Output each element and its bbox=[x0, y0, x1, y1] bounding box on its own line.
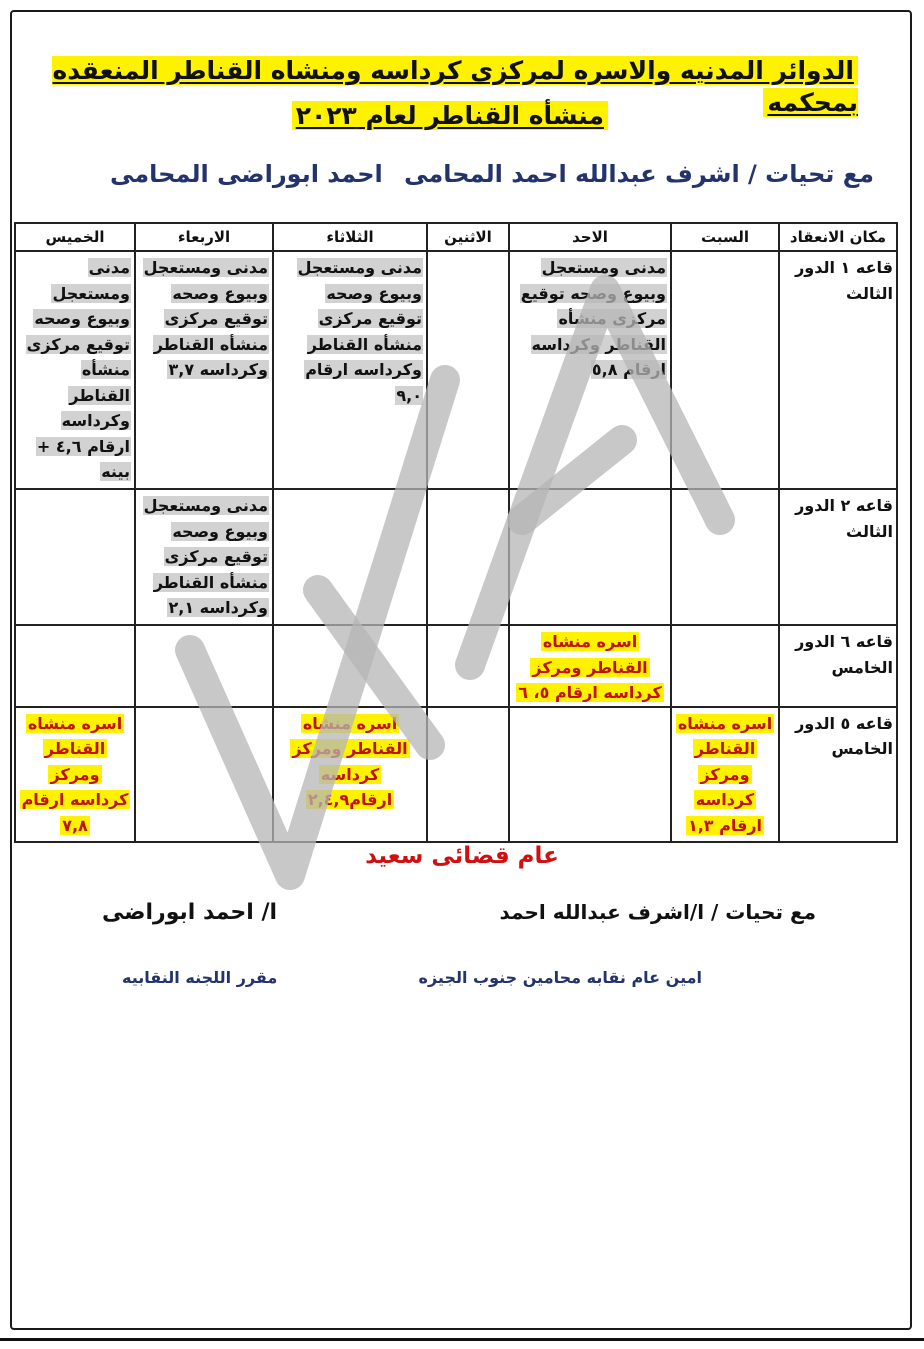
slogan: عام قضائى سعيد bbox=[365, 843, 559, 869]
table-cell: مدنى ومستعجل وبيوع وصحه توقيع مركزى منشأه القناطر وكرداسه ارقام ٩,٠ bbox=[273, 251, 427, 489]
signature-1: مع تحيات / ا/اشرف عبدالله احمد bbox=[499, 900, 816, 924]
header-saturday: السبت bbox=[671, 223, 779, 251]
role-1: امين عام نقابه محامين جنوب الجيزه bbox=[418, 968, 702, 987]
document-title-line-1: الدوائر المدنيه والاسره لمركزى كرداسه ومنشاه القناطر المنعقده بمحكمه bbox=[52, 56, 858, 117]
table-cell bbox=[427, 625, 509, 707]
schedule-table bbox=[14, 222, 898, 843]
table-cell bbox=[671, 489, 779, 625]
table-row bbox=[15, 489, 897, 625]
table-cell: اسره منشاه القناطر ومركز كرداسه ارقام ٥، ٦ bbox=[509, 625, 671, 707]
table-cell bbox=[671, 251, 779, 489]
signature-2: ا/ احمد ابوراضى bbox=[102, 900, 278, 925]
header-tuesday: الثلاثاء bbox=[273, 223, 427, 251]
row-place: قاعه ٢ الدور الثالث bbox=[779, 489, 897, 625]
header-monday: الاثنين bbox=[427, 223, 509, 251]
table-row bbox=[15, 625, 897, 707]
header-wednesday: الاربعاء bbox=[135, 223, 273, 251]
table-cell bbox=[15, 489, 135, 625]
table-cell bbox=[15, 625, 135, 707]
header-sunday: الاحد bbox=[509, 223, 671, 251]
row-place: قاعه ١ الدور الثالث bbox=[779, 251, 897, 489]
table-cell bbox=[509, 489, 671, 625]
bottom-rule bbox=[0, 1338, 924, 1341]
document-title-line-2: منشأه القناطر لعام ٢٠٢٣ bbox=[292, 100, 608, 132]
row-place: قاعه ٥ الدور الخامس bbox=[779, 707, 897, 842]
table-row bbox=[15, 707, 897, 842]
table-cell bbox=[135, 707, 273, 842]
table-header-row bbox=[15, 223, 897, 251]
second-lawyer-name: احمد ابوراضى المحامى bbox=[110, 160, 383, 188]
greeting-line: مع تحيات / اشرف عبدالله احمد المحامى bbox=[404, 160, 874, 188]
table-cell bbox=[273, 489, 427, 625]
table-cell: مدنى ومستعجل وبيوع وصحه توقيع مركزى منشأه القناطر وكرداسه ارقام ٤,٦ + بينه bbox=[15, 251, 135, 489]
table-cell bbox=[273, 625, 427, 707]
table-cell bbox=[427, 489, 509, 625]
table-row bbox=[15, 251, 897, 489]
table-cell bbox=[671, 625, 779, 707]
table-cell: مدنى ومستعجل وبيوع وصحه توقيع مركزى منشأه القناطر وكرداسه ارقام ٥,٨ bbox=[509, 251, 671, 489]
table-cell: مدنى ومستعجل وبيوع وصحه توقيع مركزى منشأه القناطر وكرداسه ٣,٧ bbox=[135, 251, 273, 489]
table-cell: اسره منشاه القناطر ومركز كرداسه ارقام٢,٤,٩ bbox=[273, 707, 427, 842]
table-cell bbox=[427, 251, 509, 489]
table-cell: اسره منشاه القناطر ومركز كرداسه ارقام ١,٣ bbox=[671, 707, 779, 842]
table-cell bbox=[509, 707, 671, 842]
header-place: مكان الانعقاد bbox=[779, 223, 897, 251]
row-place: قاعه ٦ الدور الخامس bbox=[779, 625, 897, 707]
table-cell: اسره منشاه القناطر ومركز كرداسه ارقام ٧,٨ bbox=[15, 707, 135, 842]
header-thursday: الخميس bbox=[15, 223, 135, 251]
table-cell bbox=[427, 707, 509, 842]
table-cell bbox=[135, 625, 273, 707]
table-cell: مدنى ومستعجل وبيوع وصحه توقيع مركزى منشأه القناطر وكرداسه ٢,١ bbox=[135, 489, 273, 625]
role-2: مقرر اللجنه النقابيه bbox=[122, 968, 278, 987]
